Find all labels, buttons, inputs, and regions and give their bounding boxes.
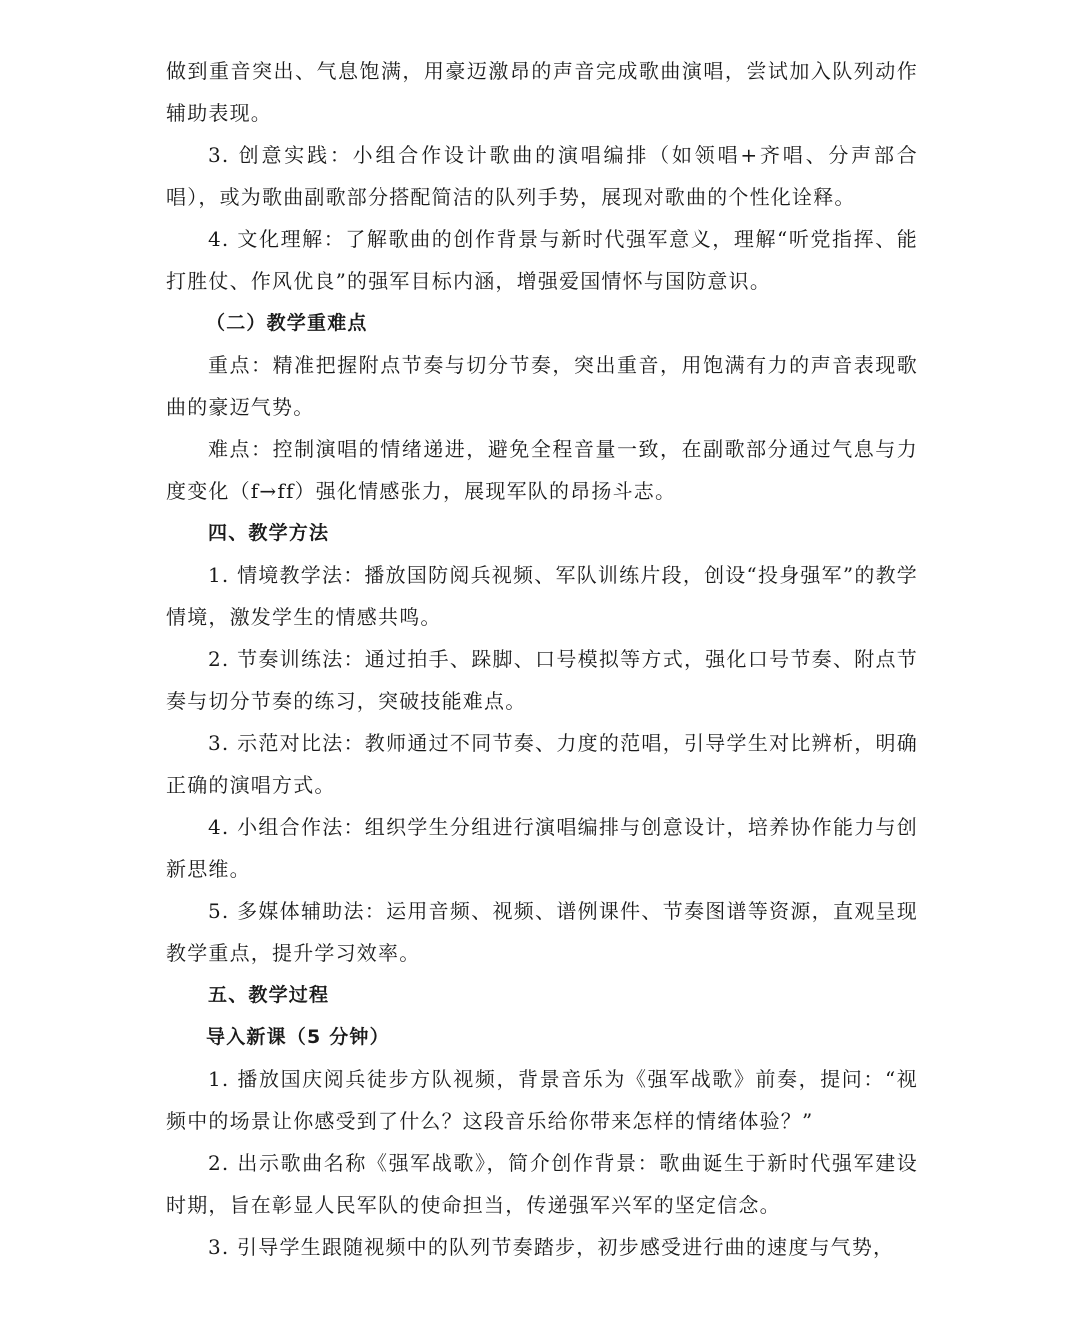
paragraph-continuation: 做到重音突出、气息饱满，用豪迈激昂的声音完成歌曲演唱，尝试加入队列动作辅助表现。	[166, 59, 918, 125]
heading-teaching-process: 五、教学过程	[208, 984, 330, 1006]
paragraph-method-multimedia: 5. 多媒体辅助法：运用音频、视频、谱例课件、节奏图谱等资源，直观呈现教学重点，提升学习效率。	[166, 899, 918, 965]
heading-introduction: 导入新课（5 分钟）	[206, 1026, 390, 1048]
heading-teaching-methods: 四、教学方法	[208, 522, 330, 544]
paragraph-cultural-understanding: 4. 文化理解：了解歌曲的创作背景与新时代强军意义，理解“听党指挥、能打胜仗、作风优良”的强军目标内涵，增强爱国情怀与国防意识。	[166, 227, 918, 293]
paragraph-method-situational: 1. 情境教学法：播放国防阅兵视频、军队训练片段，创设“投身强军”的教学情境，激发学生的情感共鸣。	[166, 563, 918, 629]
paragraph-method-rhythm: 2. 节奏训练法：通过拍手、跺脚、口号模拟等方式，强化口号节奏、附点节奏与切分节奏的练习，突破技能难点。	[166, 647, 918, 713]
paragraph-difficult-point: 难点：控制演唱的情绪递进，避免全程音量一致，在副歌部分通过气息与力度变化（f→ff）强化情感张力，展现军队的昂扬斗志。	[166, 437, 918, 503]
paragraph-method-group: 4. 小组合作法：组织学生分组进行演唱编排与创意设计，培养协作能力与创新思维。	[166, 815, 918, 881]
paragraph-intro-step-3: 3. 引导学生跟随视频中的队列节奏踏步，初步感受进行曲的速度与气势，	[208, 1235, 895, 1259]
paragraph-intro-step-2: 2. 出示歌曲名称《强军战歌》，简介创作背景：歌曲诞生于新时代强军建设时期，旨在彰显人民军队的使命担当，传递强军兴军的坚定信念。	[166, 1151, 918, 1217]
document-body	[166, 50, 918, 1268]
paragraph-creative-practice: 3. 创意实践：小组合作设计歌曲的演唱编排（如领唱+齐唱、分声部合唱），或为歌曲副歌部分搭配简洁的队列手势，展现对歌曲的个性化诠释。	[166, 143, 918, 209]
paragraph-method-demonstration: 3. 示范对比法：教师通过不同节奏、力度的范唱，引导学生对比辨析，明确正确的演唱方式。	[166, 731, 918, 797]
paragraph-intro-step-1: 1. 播放国庆阅兵徒步方队视频，背景音乐为《强军战歌》前奏，提问：“视频中的场景让你感受到了什么？这段音乐给你带来怎样的情绪体验？”	[166, 1067, 918, 1133]
paragraph-key-point: 重点：精准把握附点节奏与切分节奏，突出重音，用饱满有力的声音表现歌曲的豪迈气势。	[166, 353, 918, 419]
heading-key-difficult-points: （二）教学重难点	[206, 312, 368, 334]
